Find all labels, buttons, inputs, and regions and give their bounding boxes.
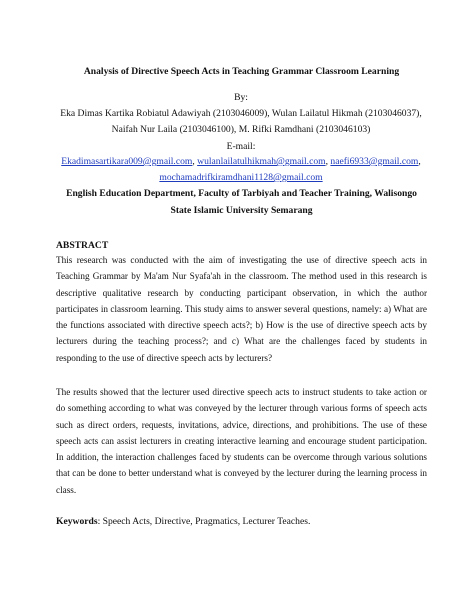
email-link-2[interactable]: wulanlailatulhikmah@gmail.com	[197, 156, 326, 167]
abstract-heading: ABSTRACT	[56, 240, 109, 251]
email-label: E-mail:	[226, 141, 256, 152]
email-separator: ,	[325, 156, 331, 167]
by-label: By:	[234, 92, 248, 103]
emails-line-1	[50, 154, 432, 170]
keywords-line	[56, 515, 427, 529]
affiliation-line-2: State Islamic University Semarang	[170, 205, 313, 216]
email-separator: ,	[192, 156, 198, 167]
email-link-1[interactable]: Ekadimasartikara009@gmail.com	[61, 156, 193, 167]
abstract-paragraph-2: The results showed that the lecturer used directive speech acts to instruct students to take action or do something according to what was conveyed by the lecturer through various forms of speech acts such as direct orders, requests, invitations, advice, directions, and prohibitions. The use of these speech acts can assist lecturers in creating interactive learning and encourage student participation. In addition, the interaction challenges faced by students can be overcome through various solutions that can be done to better understand what is conveyed by the lecturer during the learning process in class.	[56, 387, 427, 495]
keywords-label: Keywords	[56, 516, 98, 527]
email-link-4[interactable]: mochamadrifkiramdhani1128@gmail.com	[159, 172, 323, 183]
authors-line-1: Eka Dimas Kartika Robiatul Adawiyah (2103046009), Wulan Lailatul Hikmah (2103046037),	[60, 108, 422, 119]
affiliation	[56, 185, 427, 219]
affiliation-line-1: English Education Department, Faculty of Tarbiyah and Teacher Training, Walisongo	[66, 188, 417, 199]
email-link-3[interactable]: naefi6933@gmail.com	[330, 156, 419, 167]
emails-block	[50, 154, 432, 186]
emails-line-2	[50, 170, 432, 186]
keywords-text: : Speech Acts, Directive, Pragmatics, Lecturer Teaches.	[97, 516, 311, 527]
email-separator: ,	[418, 156, 421, 167]
paper-title: Analysis of Directive Speech Acts in Teaching Grammar Classroom Learning	[83, 66, 400, 77]
authors-block	[50, 106, 432, 138]
abstract-paragraph-1: This research was conducted with the aim of investigating the use of directive speech acts in Teaching Grammar by Ma'am Nur Syafa'ah in the classroom. The method used in this research is descriptive qualitative research by conducting participant observation, in which the author participates in classroom learning. This study aims to answer several questions, namely: a) What are the functions associated with directive speech acts?; b) How is the use of directive speech acts by lecturers during the teaching process?; and c) What are the challenges faced by students in responding to the use of directive speech acts by lecturers?	[56, 255, 427, 363]
authors-line-2: Naifah Nur Laila (2103046100), M. Rifki Ramdhani (2103046103)	[111, 124, 371, 135]
